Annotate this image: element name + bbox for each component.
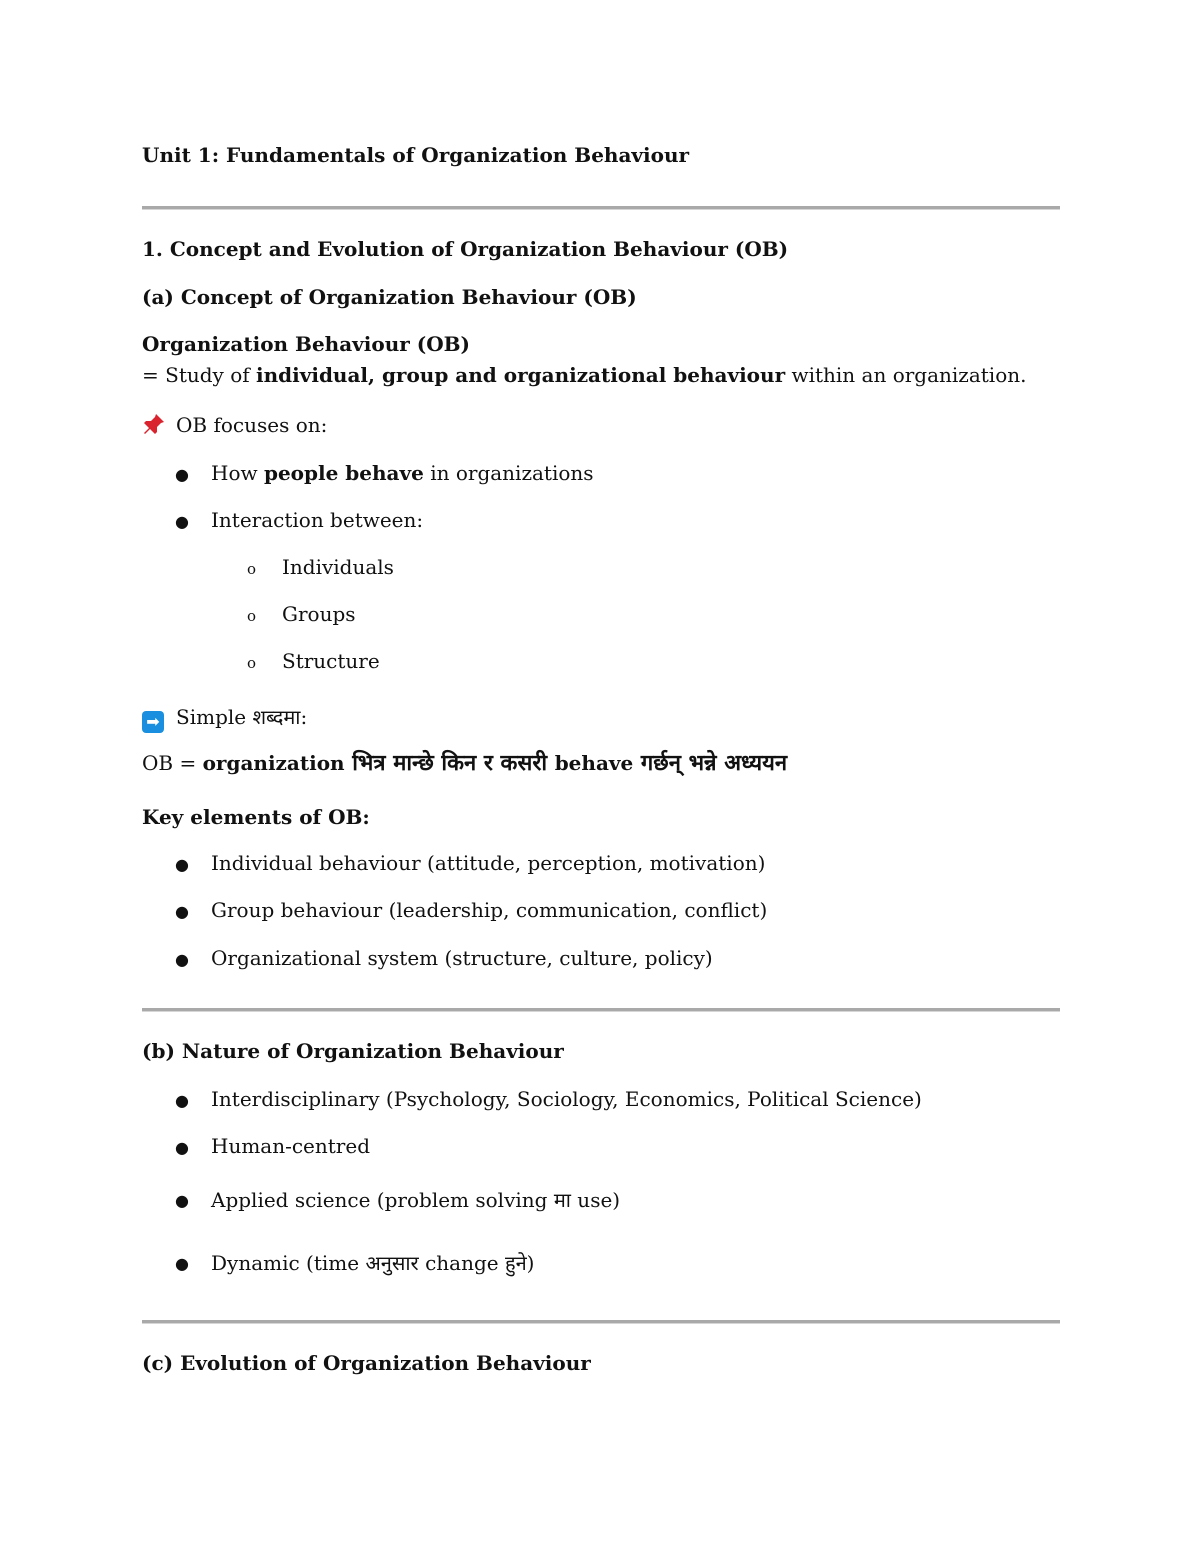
- simple-line: ➡ Simple शब्दमा:: [142, 703, 307, 733]
- list-item: Dynamic (time अनुसार change हुने): [211, 1251, 535, 1275]
- list-item: Individual behaviour (attitude, perception, motivation): [211, 851, 766, 875]
- bullet-icon: ●: [175, 465, 189, 484]
- key-elements-heading: Key elements of OB:: [142, 805, 370, 829]
- list-item: How people behave in organizations: [211, 461, 594, 485]
- list-item: Individuals: [282, 555, 394, 579]
- circle-bullet-icon: o: [247, 560, 257, 578]
- section-heading: 1. Concept and Evolution of Organization Behaviour (OB): [142, 237, 789, 261]
- bullet-icon: ●: [175, 1191, 189, 1210]
- bullet-icon: ●: [175, 950, 189, 969]
- ob-label: Organization Behaviour (OB): [142, 332, 471, 356]
- subsection-heading-a: (a) Concept of Organization Behaviour (OB): [142, 285, 637, 309]
- ob-definition: = Study of individual, group and organizational behaviour within an organization.: [142, 363, 1027, 387]
- subsection-heading-b: (b) Nature of Organization Behaviour: [142, 1039, 564, 1063]
- divider: [142, 1320, 1060, 1324]
- list-item: Applied science (problem solving मा use): [211, 1188, 621, 1212]
- list-item: Groups: [282, 602, 356, 626]
- subsection-heading-c: (c) Evolution of Organization Behaviour: [142, 1351, 591, 1375]
- bullet-icon: ●: [175, 1091, 189, 1110]
- bullet-icon: ●: [175, 1254, 189, 1273]
- list-item: Organizational system (structure, culture, policy): [211, 946, 713, 970]
- circle-bullet-icon: o: [247, 607, 257, 625]
- bullet-icon: ●: [175, 512, 189, 531]
- list-item: Human-centred: [211, 1134, 371, 1158]
- pushpin-icon: [142, 412, 166, 436]
- list-item: Structure: [282, 649, 380, 673]
- circle-bullet-icon: o: [247, 654, 257, 672]
- divider: [142, 206, 1060, 210]
- bullet-icon: ●: [175, 902, 189, 921]
- ob-equation: OB = organization भित्र मान्छे किन र कसरी behave गर्छन् भन्ने अध्ययन: [142, 750, 788, 776]
- document-title: Unit 1: Fundamentals of Organization Behaviour: [142, 143, 690, 167]
- list-item: Interaction between:: [211, 508, 424, 532]
- list-item: Interdisciplinary (Psychology, Sociology, Economics, Political Science): [211, 1087, 922, 1111]
- divider: [142, 1008, 1060, 1012]
- right-arrow-icon: ➡: [142, 711, 164, 733]
- bullet-icon: ●: [175, 1138, 189, 1157]
- focus-line: OB focuses on:: [142, 412, 327, 437]
- list-item: Group behaviour (leadership, communication, conflict): [211, 898, 768, 922]
- bullet-icon: ●: [175, 855, 189, 874]
